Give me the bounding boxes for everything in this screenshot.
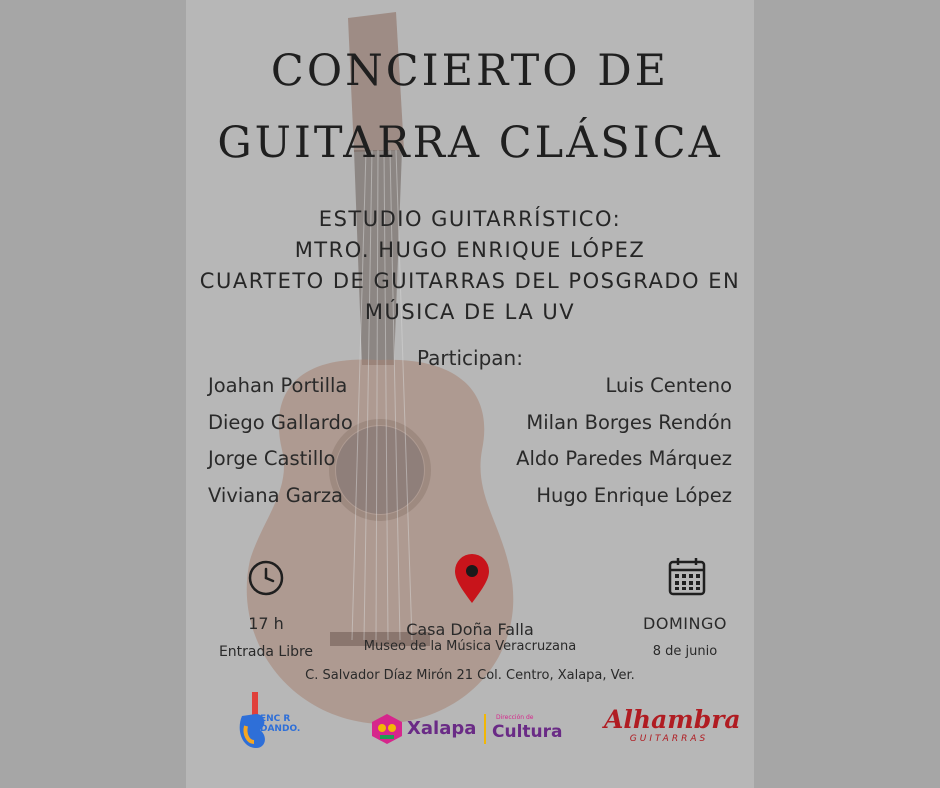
subtitle-block [0,204,940,328]
xalapa-cultura: Cultura [492,722,563,742]
date-date: 8 de junio [652,644,718,659]
calendar-icon [668,556,706,596]
location-pin-icon [452,553,492,605]
title-line-2: GUITARRA CLÁSICA [217,118,723,168]
encordando-line2: DANDO. [260,724,301,734]
venue-detail: Museo de la Música Veracruzana [363,639,577,654]
alhambra-name: Alhambra [604,705,741,734]
alhambra-logo [604,705,741,752]
xalapa-name: Xalapa [407,718,477,739]
participants-label: Participan: [417,346,523,370]
subtitle-line: ESTUDIO GUITARRÍSTICO: [318,207,622,231]
date-day: DOMINGO [643,614,727,633]
xalapa-emblem-icon [370,712,404,746]
encordando-text [260,714,300,734]
logo-divider [484,714,486,744]
subtitle-line: MTRO. HUGO ENRIQUE LÓPEZ [294,238,646,262]
participant-name: Diego Gallardo [208,410,353,434]
participants-right-list [516,368,732,514]
encordando-line1: ENC R [260,714,291,724]
alhambra-sub: GUITARRAS [629,734,709,744]
encordando-logo [232,686,302,756]
participants-left-list [208,368,353,514]
participant-name: Jorge Castillo [208,447,336,470]
participant-name: Aldo Paredes Márquez [516,447,732,470]
subtitle-line: CUARTETO DE GUITARRAS DEL POSGRADO EN [199,269,741,293]
title-line-1: CONCIERTO DE [270,46,670,96]
participant-name: Milan Borges Rendón [526,410,732,434]
venue-name: Casa Doña Falla [406,620,534,639]
xalapa-direccion: Dirección de [496,714,534,721]
address: C. Salvador Díaz Mirón 21 Col. Centro, Xalapa, Ver. [305,668,635,683]
participant-name: Joahan Portilla [208,374,348,397]
participant-name: Hugo Enrique López [536,483,732,507]
time-note: Entrada Libre [218,644,314,660]
participant-name: Viviana Garza [208,483,344,507]
clock-icon [246,558,286,598]
participant-name: Luis Centeno [605,374,732,397]
xalapa-cultura-logo [370,712,570,748]
time-value: 17 h [248,614,284,633]
subtitle-line: MÚSICA DE LA UV [364,300,576,324]
